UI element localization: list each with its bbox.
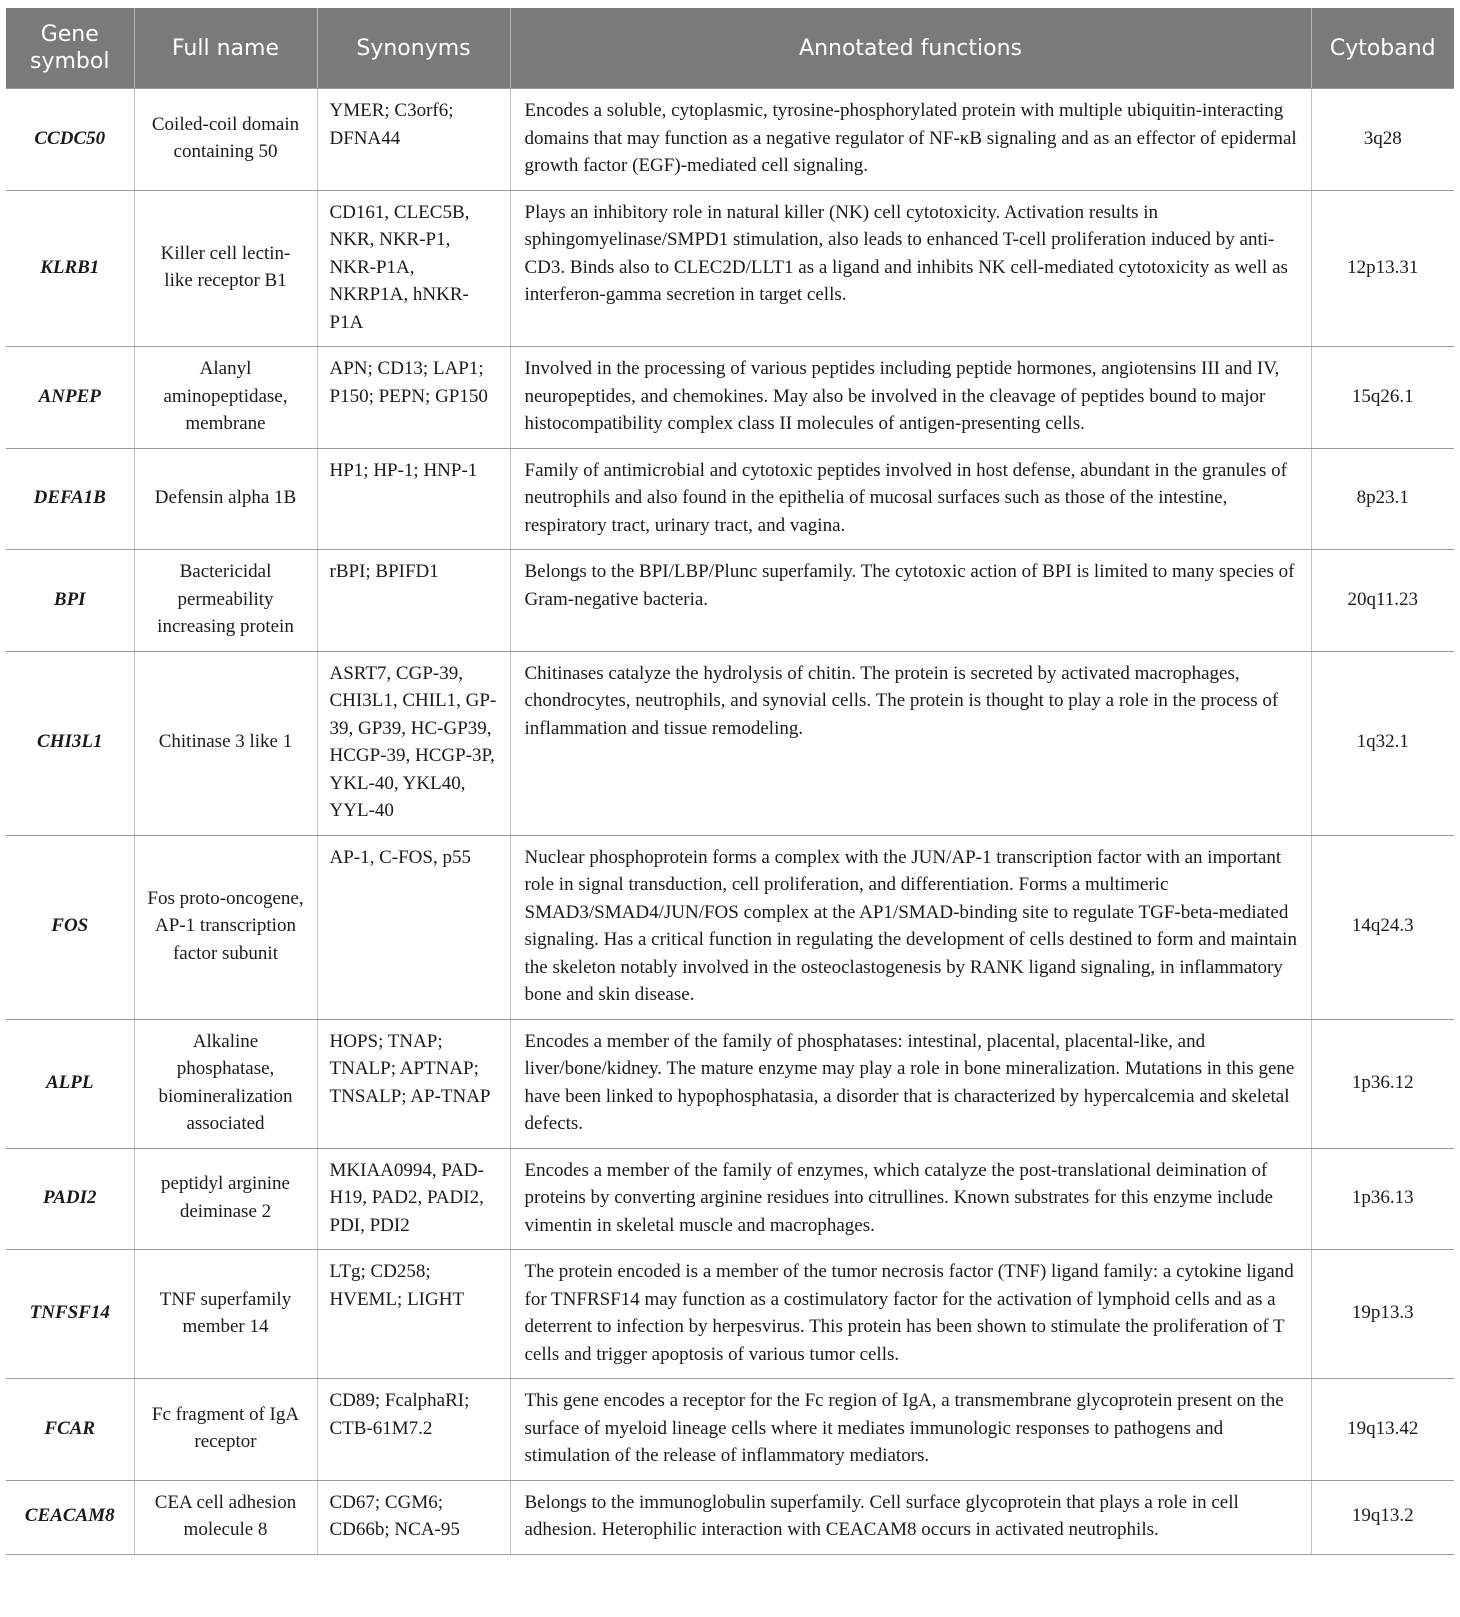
full-name-cell: Coiled-coil domain containing 50 xyxy=(134,89,317,191)
table-row xyxy=(6,347,1454,449)
annotated-functions-cell: Encodes a soluble, cytoplasmic, tyrosine-phosphorylated protein with multiple ubiquitin-interacting domains that may function as a negative regulator of NF-κB signaling and as an effector of epidermal growth factor (EGF)-mediated cell signaling. xyxy=(510,89,1311,191)
annotated-functions-cell: The protein encoded is a member of the tumor necrosis factor (TNF) ligand family: a cytokine ligand for TNFRSF14 may function as a costimulatory factor for the activation of lymphoid cells and as a deterrent to infection by herpesvirus. This protein has been shown to stimulate the proliferation of T cells and trigger apoptosis of various tumor cells. xyxy=(510,1250,1311,1379)
gene-symbol-cell: ANPEP xyxy=(6,347,134,449)
full-name-cell: peptidyl arginine deiminase 2 xyxy=(134,1148,317,1250)
table-row xyxy=(6,1019,1454,1148)
full-name-cell: TNF superfamily member 14 xyxy=(134,1250,317,1379)
full-name-cell: Fos proto-oncogene, AP-1 transcription factor subunit xyxy=(134,835,317,1019)
annotated-functions-cell: Encodes a member of the family of enzymes, which catalyze the post-translational deimination of proteins by converting arginine residues into citrullines. Known substrates for this enzyme include vimentin in skeletal muscle and macrophages. xyxy=(510,1148,1311,1250)
synonyms-cell: MKIAA0994, PAD-H19, PAD2, PADI2, PDI, PDI2 xyxy=(317,1148,510,1250)
header-full-name: Full name xyxy=(134,8,317,89)
synonyms-cell: AP-1, C-FOS, p55 xyxy=(317,835,510,1019)
table-row xyxy=(6,1480,1454,1554)
annotated-functions-cell: Involved in the processing of various peptides including peptide hormones, angiotensins III and IV, neuropeptides, and chemokines. May also be involved in the cleavage of peptides bound to major histocompatibility complex class II molecules of antigen-presenting cells. xyxy=(510,347,1311,449)
synonyms-cell: CD67; CGM6; CD66b; NCA-95 xyxy=(317,1480,510,1554)
cytoband-cell: 14q24.3 xyxy=(1311,835,1454,1019)
cytoband-cell: 12p13.31 xyxy=(1311,190,1454,347)
table-row xyxy=(6,448,1454,550)
synonyms-cell: CD161, CLEC5B, NKR, NKR-P1, NKR-P1A, NKRP1A, hNKR-P1A xyxy=(317,190,510,347)
full-name-cell: CEA cell adhesion molecule 8 xyxy=(134,1480,317,1554)
full-name-cell: Fc fragment of IgA receptor xyxy=(134,1379,317,1481)
header-synonyms: Synonyms xyxy=(317,8,510,89)
cytoband-cell: 19q13.2 xyxy=(1311,1480,1454,1554)
gene-symbol-cell: CEACAM8 xyxy=(6,1480,134,1554)
synonyms-cell: CD89; FcalphaRI; CTB-61M7.2 xyxy=(317,1379,510,1481)
gene-symbol-cell: PADI2 xyxy=(6,1148,134,1250)
synonyms-cell: YMER; C3orf6; DFNA44 xyxy=(317,89,510,191)
gene-symbol-cell: FOS xyxy=(6,835,134,1019)
cytoband-cell: 15q26.1 xyxy=(1311,347,1454,449)
full-name-cell: Alanyl aminopeptidase, membrane xyxy=(134,347,317,449)
annotated-functions-cell: Belongs to the BPI/LBP/Plunc superfamily. The cytotoxic action of BPI is limited to many species of Gram-negative bacteria. xyxy=(510,550,1311,652)
annotated-functions-cell: Chitinases catalyze the hydrolysis of chitin. The protein is secreted by activated macrophages, chondrocytes, neutrophils, and synovial cells. The protein is thought to play a role in the process of inflammation and tissue remodeling. xyxy=(510,651,1311,835)
cytoband-cell: 3q28 xyxy=(1311,89,1454,191)
header-annotated-functions: Annotated functions xyxy=(510,8,1311,89)
full-name-cell: Alkaline phosphatase, biomineralization associated xyxy=(134,1019,317,1148)
table-row xyxy=(6,1379,1454,1481)
annotated-functions-cell: Belongs to the immunoglobulin superfamily. Cell surface glycoprotein that plays a role in cell adhesion. Heterophilic interaction with CEACAM8 occurs in activated neutrophils. xyxy=(510,1480,1311,1554)
cytoband-cell: 19q13.42 xyxy=(1311,1379,1454,1481)
annotated-functions-cell: Plays an inhibitory role in natural killer (NK) cell cytotoxicity. Activation results in sphingomyelinase/SMPD1 stimulation, also leads to enhanced T-cell proliferation induced by anti-CD3. Binds also to CLEC2D/LLT1 as a ligand and inhibits NK cell-mediated cytotoxicity as well as interferon-gamma secretion in target cells. xyxy=(510,190,1311,347)
annotated-functions-cell: Encodes a member of the family of phosphatases: intestinal, placental, placental-like, and liver/bone/kidney. The mature enzyme may play a role in bone mineralization. Mutations in this gene have been linked to hypophosphatasia, a disorder that is characterized by hypercalcemia and skeletal defects. xyxy=(510,1019,1311,1148)
gene-symbol-cell: CCDC50 xyxy=(6,89,134,191)
header-cytoband: Cytoband xyxy=(1311,8,1454,89)
header-row xyxy=(6,8,1454,89)
header-gene-symbol: Gene symbol xyxy=(6,8,134,89)
gene-symbol-cell: ALPL xyxy=(6,1019,134,1148)
table-row xyxy=(6,1148,1454,1250)
gene-table xyxy=(6,8,1454,1555)
synonyms-cell: ASRT7, CGP-39, CHI3L1, CHIL1, GP-39, GP39, HC-GP39, HCGP-39, HCGP-3P, YKL-40, YKL40, YYL-40 xyxy=(317,651,510,835)
cytoband-cell: 19p13.3 xyxy=(1311,1250,1454,1379)
table-header xyxy=(6,8,1454,89)
cytoband-cell: 1p36.12 xyxy=(1311,1019,1454,1148)
gene-symbol-cell: CHI3L1 xyxy=(6,651,134,835)
full-name-cell: Bactericidal permeability increasing protein xyxy=(134,550,317,652)
synonyms-cell: HOPS; TNAP; TNALP; APTNAP; TNSALP; AP-TNAP xyxy=(317,1019,510,1148)
table-row xyxy=(6,1250,1454,1379)
table-body xyxy=(6,89,1454,1555)
gene-symbol-cell: FCAR xyxy=(6,1379,134,1481)
table-row xyxy=(6,550,1454,652)
synonyms-cell: LTg; CD258; HVEML; LIGHT xyxy=(317,1250,510,1379)
annotated-functions-cell: This gene encodes a receptor for the Fc region of IgA, a transmembrane glycoprotein present on the surface of myeloid lineage cells where it mediates immunologic responses to pathogens and stimulation of the release of inflammatory mediators. xyxy=(510,1379,1311,1481)
synonyms-cell: rBPI; BPIFD1 xyxy=(317,550,510,652)
gene-symbol-cell: KLRB1 xyxy=(6,190,134,347)
synonyms-cell: APN; CD13; LAP1; P150; PEPN; GP150 xyxy=(317,347,510,449)
table-row xyxy=(6,190,1454,347)
synonyms-cell: HP1; HP-1; HNP-1 xyxy=(317,448,510,550)
cytoband-cell: 20q11.23 xyxy=(1311,550,1454,652)
table-row xyxy=(6,89,1454,191)
annotated-functions-cell: Family of antimicrobial and cytotoxic peptides involved in host defense, abundant in the granules of neutrophils and also found in the epithelia of mucosal surfaces such as those of the intestine, respiratory tract, urinary tract, and vagina. xyxy=(510,448,1311,550)
gene-symbol-cell: BPI xyxy=(6,550,134,652)
full-name-cell: Chitinase 3 like 1 xyxy=(134,651,317,835)
cytoband-cell: 1p36.13 xyxy=(1311,1148,1454,1250)
gene-symbol-cell: DEFA1B xyxy=(6,448,134,550)
annotated-functions-cell: Nuclear phosphoprotein forms a complex with the JUN/AP-1 transcription factor with an important role in signal transduction, cell proliferation, and differentiation. Forms a multimeric SMAD3/SMAD4/JUN/FOS complex at the AP1/SMAD-binding site to regulate TGF-beta-mediated signaling. Has a critical function in regulating the development of cells destined to form and maintain the skeleton notably involved in the osteoclastogenesis by RANK ligand signaling, in inflammatory bone and skin disease. xyxy=(510,835,1311,1019)
cytoband-cell: 1q32.1 xyxy=(1311,651,1454,835)
table-row xyxy=(6,651,1454,835)
gene-symbol-cell: TNFSF14 xyxy=(6,1250,134,1379)
full-name-cell: Defensin alpha 1B xyxy=(134,448,317,550)
full-name-cell: Killer cell lectin-like receptor B1 xyxy=(134,190,317,347)
table-row xyxy=(6,835,1454,1019)
cytoband-cell: 8p23.1 xyxy=(1311,448,1454,550)
